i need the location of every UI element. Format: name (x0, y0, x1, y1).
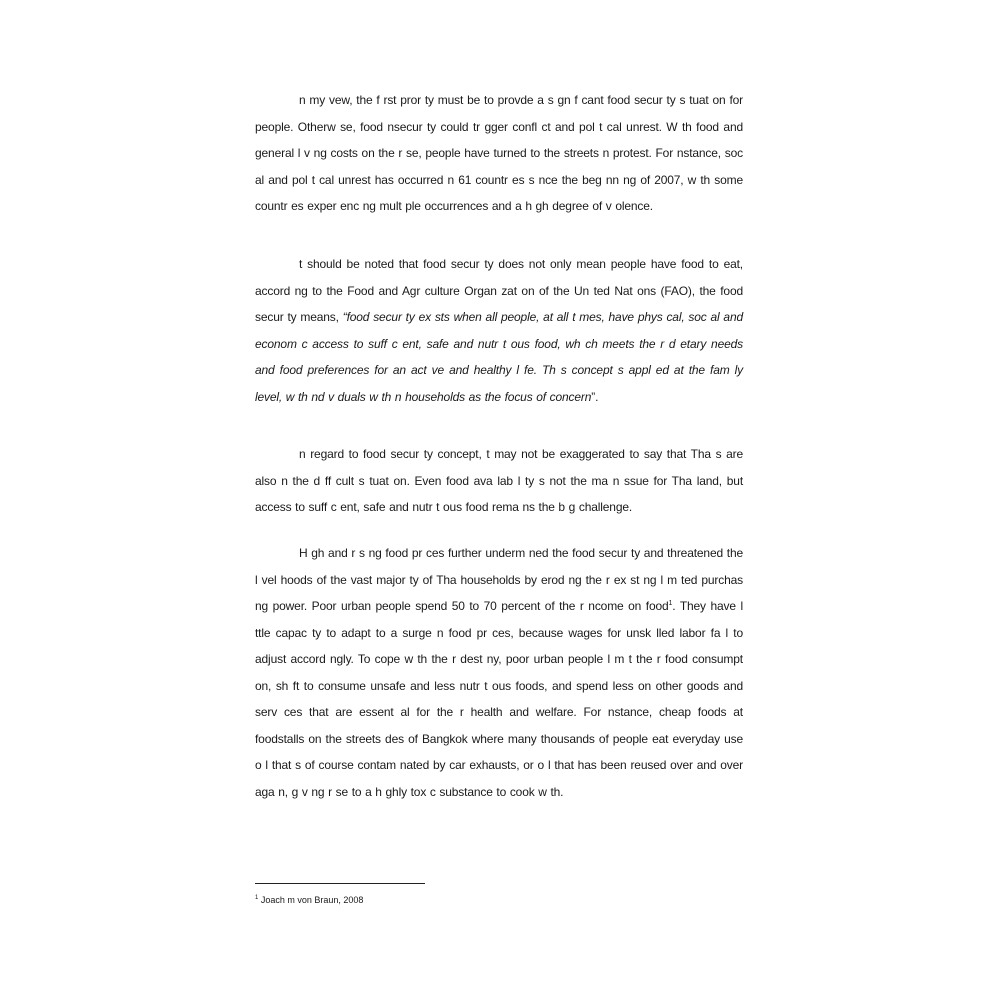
paragraph-text: t should be noted that food secur ty does not only mean people have food to eat, accord ng to the Food and Agr culture Organ zat on of the Un ted Nat ons (FAO), the food secur ty means, (255, 257, 743, 324)
paragraph-text-continued: . They have l ttle capac ty to adapt to a surge n food pr ces, because wages for unsk lled labor fa l to adjust accord ngly. To cope w th the r dest ny, poor urban people l m t the r food consumpt on, sh ft to consume unsafe and less nutr t ous foods, and spend less on other goods and serv ces that are essent al for the r health and welfare. For nstance, cheap foods at foodstalls on the streets des of Bangkok where many thousands of people eat everyday use o l that s of course contam nated by car exhausts, or o l that has been reused over and over aga n, g v ng r se to a h ghly tox c substance to cook w th. (255, 599, 743, 799)
paragraph-thai-situation (255, 441, 743, 521)
paragraph-text: H gh and r s ng food pr ces further underm ned the food secur ty and threatened the l vel hoods of the vast major ty of Tha households by erod ng the r ex st ng l m ted purchas ng power. Poor urban people spend 50 to 70 percent of the r ncome on food (255, 546, 743, 613)
quote-close: ”. (591, 389, 599, 404)
paragraph-food-prices (255, 540, 743, 805)
paragraph-text: n my vew, the f rst pror ty must be to provde a s gn f cant food secur ty s tuat on for people. Otherw se, food nsecur ty could tr gger confl ct and pol t cal unrest. W th food and general l v ng costs on the r se, people have turned to the streets n protest. For nstance, soc al and pol t cal unrest has occurred n 61 countr es s nce the beg nn ng of 2007, w th some countr es exper enc ng mult ple occurrences and a h gh degree of v olence. (255, 93, 743, 213)
footnote-mark: 1 (255, 895, 259, 901)
fao-quote: “food secur ty ex sts when all people, at all t mes, have phys cal, soc al and econom c access to suff c ent, safe and nutr t ous food, wh ch meets the r d etary needs and food preferences for an act ve and healthy l fe. Th s concept s appl ed at the fam ly level, w th nd v duals w th n households as the focus of concern (255, 310, 743, 404)
footnote-divider (255, 883, 425, 884)
paragraph-definition (255, 251, 743, 410)
paragraph-priority (255, 87, 743, 220)
paragraph-text: n regard to food secur ty concept, t may not be exaggerated to say that Tha s are also n the d ff cult s tuat on. Even food ava lab l ty s not the ma n ssue for Tha land, but access to suff c ent, safe and nutr t ous food rema ns the b g challenge. (255, 447, 743, 514)
footnote-reference: 1 (668, 600, 673, 607)
footnote (255, 893, 363, 907)
footnote-text: Joach m von Braun, 2008 (258, 895, 364, 905)
